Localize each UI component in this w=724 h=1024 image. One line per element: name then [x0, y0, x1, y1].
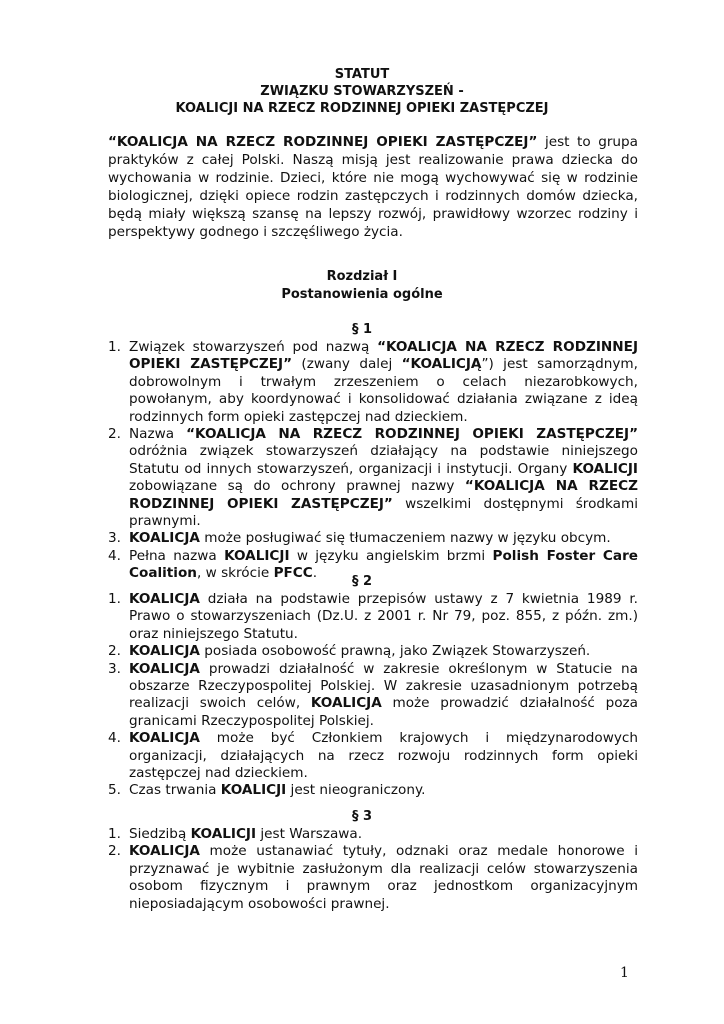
- item-number: 5.: [108, 782, 121, 799]
- section-2-item: [108, 591, 638, 643]
- bold-text: KOALICJA: [129, 660, 200, 677]
- section-1-item: [108, 426, 638, 530]
- section-3-item: [108, 843, 638, 913]
- section-3-list: [108, 826, 638, 913]
- bold-text: PFCC: [273, 565, 313, 582]
- item-number: 1.: [108, 339, 121, 355]
- section-1-item: [108, 339, 638, 426]
- item-text: może ustanawiać tytuły, odznaki oraz medale honorowe i przyznawać je wybitnie zasłużonym dla realizacji celów stowarzyszenia osobom fizycznym i prawnym oraz jednostkom organizacyjnym nieposiadającym osobowości prawnej.: [129, 843, 638, 912]
- item-text: wszelkimi dostępnymi środkami prawnymi.: [129, 495, 639, 530]
- item-text: , w skrócie: [196, 565, 274, 582]
- title-line-2: ZWIĄZKU STOWARZYSZEŃ -: [260, 84, 464, 99]
- item-text: może prowadzić działalność poza granicami Rzeczypospolitej Polskiej.: [129, 695, 638, 729]
- bold-text: KOALICJA: [129, 843, 200, 860]
- item-number: 2.: [108, 843, 121, 860]
- item-number: 3.: [108, 660, 121, 677]
- chapter-number: Rozdział I: [326, 269, 398, 284]
- bold-text: KOALICJI: [220, 782, 287, 799]
- bold-text: KOALICJA: [129, 530, 200, 547]
- item-number: 3.: [108, 530, 121, 547]
- item-number: 1.: [108, 826, 121, 842]
- section-1-item: [108, 530, 638, 547]
- section-1-title: § 1: [351, 322, 373, 337]
- item-text: Pełna nazwa: [129, 547, 225, 564]
- item-text: zobowiązane są do ochrony prawnej nazwy: [129, 478, 465, 495]
- page-number: 1: [620, 965, 629, 981]
- item-text: jest nieograniczony.: [286, 782, 426, 799]
- item-text: (zwany dalej: [292, 356, 402, 373]
- bold-text: KOALICJA: [129, 591, 200, 607]
- bold-text: “KOALICJA NA RZECZ RODZINNEJ OPIEKI ZASTĘPCZEJ”: [129, 478, 638, 512]
- item-text: działa na podstawie przepisów ustawy z 7 kwietnia 1989 r. Prawo o stowarzyszeniach (Dz.U. z 2001 r. Nr 79, poz. 855, z późn. zm.) oraz niniejszego Statutu.: [129, 591, 638, 642]
- item-text: może posługiwać się tłumaczeniem nazwy w języku obcym.: [199, 530, 611, 547]
- intro-coalition-name: “KOALICJA NA RZECZ RODZINNEJ OPIEKI ZASTĘPCZEJ”: [108, 134, 538, 150]
- document-title: [0, 66, 724, 117]
- item-text: Siedzibą: [129, 826, 191, 842]
- intro-text: jest to grupa praktyków z całej Polski. Naszą misją jest realizowanie prawa dziecka do wychowania w rodzinie. Dzieci, które nie mogą wychowywać się w rodzinie biologicznej, dzięki opiece rodzin zastępczych i rodzinnych domów dziecka, będą miały większą szansę na lepszy rozwój, prawidłowy wzorzec rodziny i perspektywy godnego i szczęśliwego życia.: [108, 134, 638, 240]
- section-2-title: § 2: [351, 574, 373, 589]
- section-2-item: [108, 643, 638, 660]
- item-text: posiada osobowość prawną, jako Związek Stowarzyszeń.: [199, 643, 591, 660]
- section-2-list: [108, 591, 638, 800]
- bold-text: “KOALICJA NA RZECZ RODZINNEJ OPIEKI ZASTĘPCZEJ”: [129, 339, 638, 373]
- intro-paragraph: [108, 133, 638, 241]
- item-number: 1.: [108, 591, 121, 607]
- bold-text: KOALICJI: [224, 547, 290, 564]
- item-text: jest Warszawa.: [256, 826, 363, 842]
- section-1-list: [108, 339, 638, 583]
- bold-text: KOALICJA: [129, 643, 200, 660]
- item-number: 2.: [108, 426, 121, 443]
- section-2-item: [108, 661, 638, 731]
- item-text: ”) jest samorządnym, dobrowolnym i trwałym zrzeszeniem o celach niezarobkowych, powołanym, aby koordynować i konsolidować działania związane z ideą rodzinnych form opieki zastępczej nad dzieckiem.: [129, 356, 638, 425]
- item-number: 2.: [108, 643, 121, 660]
- title-line-3: KOALICJI NA RZECZ RODZINNEJ OPIEKI ZASTĘPCZEJ: [175, 101, 549, 116]
- item-number: 4.: [108, 547, 121, 564]
- bold-text: KOALICJA: [129, 730, 200, 747]
- bold-text: Polish Foster Care Coalition: [129, 547, 639, 582]
- bold-text: KOALICJI: [190, 826, 257, 842]
- item-text: prowadzi działalność w zakresie określonym w Statucie na obszarze Rzeczypospolitej Polskiej. W zakresie uzasadnionym potrzebą realizacji swoich celów,: [129, 660, 638, 712]
- section-3-title: § 3: [351, 809, 373, 824]
- item-text: może być Członkiem krajowych i międzynarodowych organizacji, działających na rzecz rozwoju rodzinnych form opieki zastępczej nad dzieckiem.: [129, 730, 638, 782]
- bold-text: KOALICJA: [310, 695, 382, 712]
- item-text: Związek stowarzyszeń pod nazwą: [129, 339, 378, 355]
- title-line-1: STATUT: [334, 67, 390, 82]
- bold-text: “KOALICJĄ: [401, 356, 482, 373]
- item-text: .: [312, 565, 318, 582]
- section-2-item: [108, 782, 638, 799]
- item-text: odróżnia związek stowarzyszeń działający na podstawie niniejszego Statutu od innych stowarzyszeń, organizacji i instytucji. Organy: [129, 443, 638, 477]
- bold-text: KOALICJI: [572, 460, 638, 477]
- chapter-name: Postanowienia ogólne: [281, 287, 443, 302]
- bold-text: “KOALICJA NA RZECZ RODZINNEJ OPIEKI ZASTĘPCZEJ”: [186, 426, 639, 443]
- section-3-item: [108, 826, 638, 843]
- section-2-item: [108, 730, 638, 782]
- item-number: 4.: [108, 730, 121, 747]
- item-text: w języku angielskim brzmi: [289, 547, 493, 564]
- item-text: Nazwa: [129, 426, 187, 443]
- item-text: Czas trwania: [129, 782, 221, 799]
